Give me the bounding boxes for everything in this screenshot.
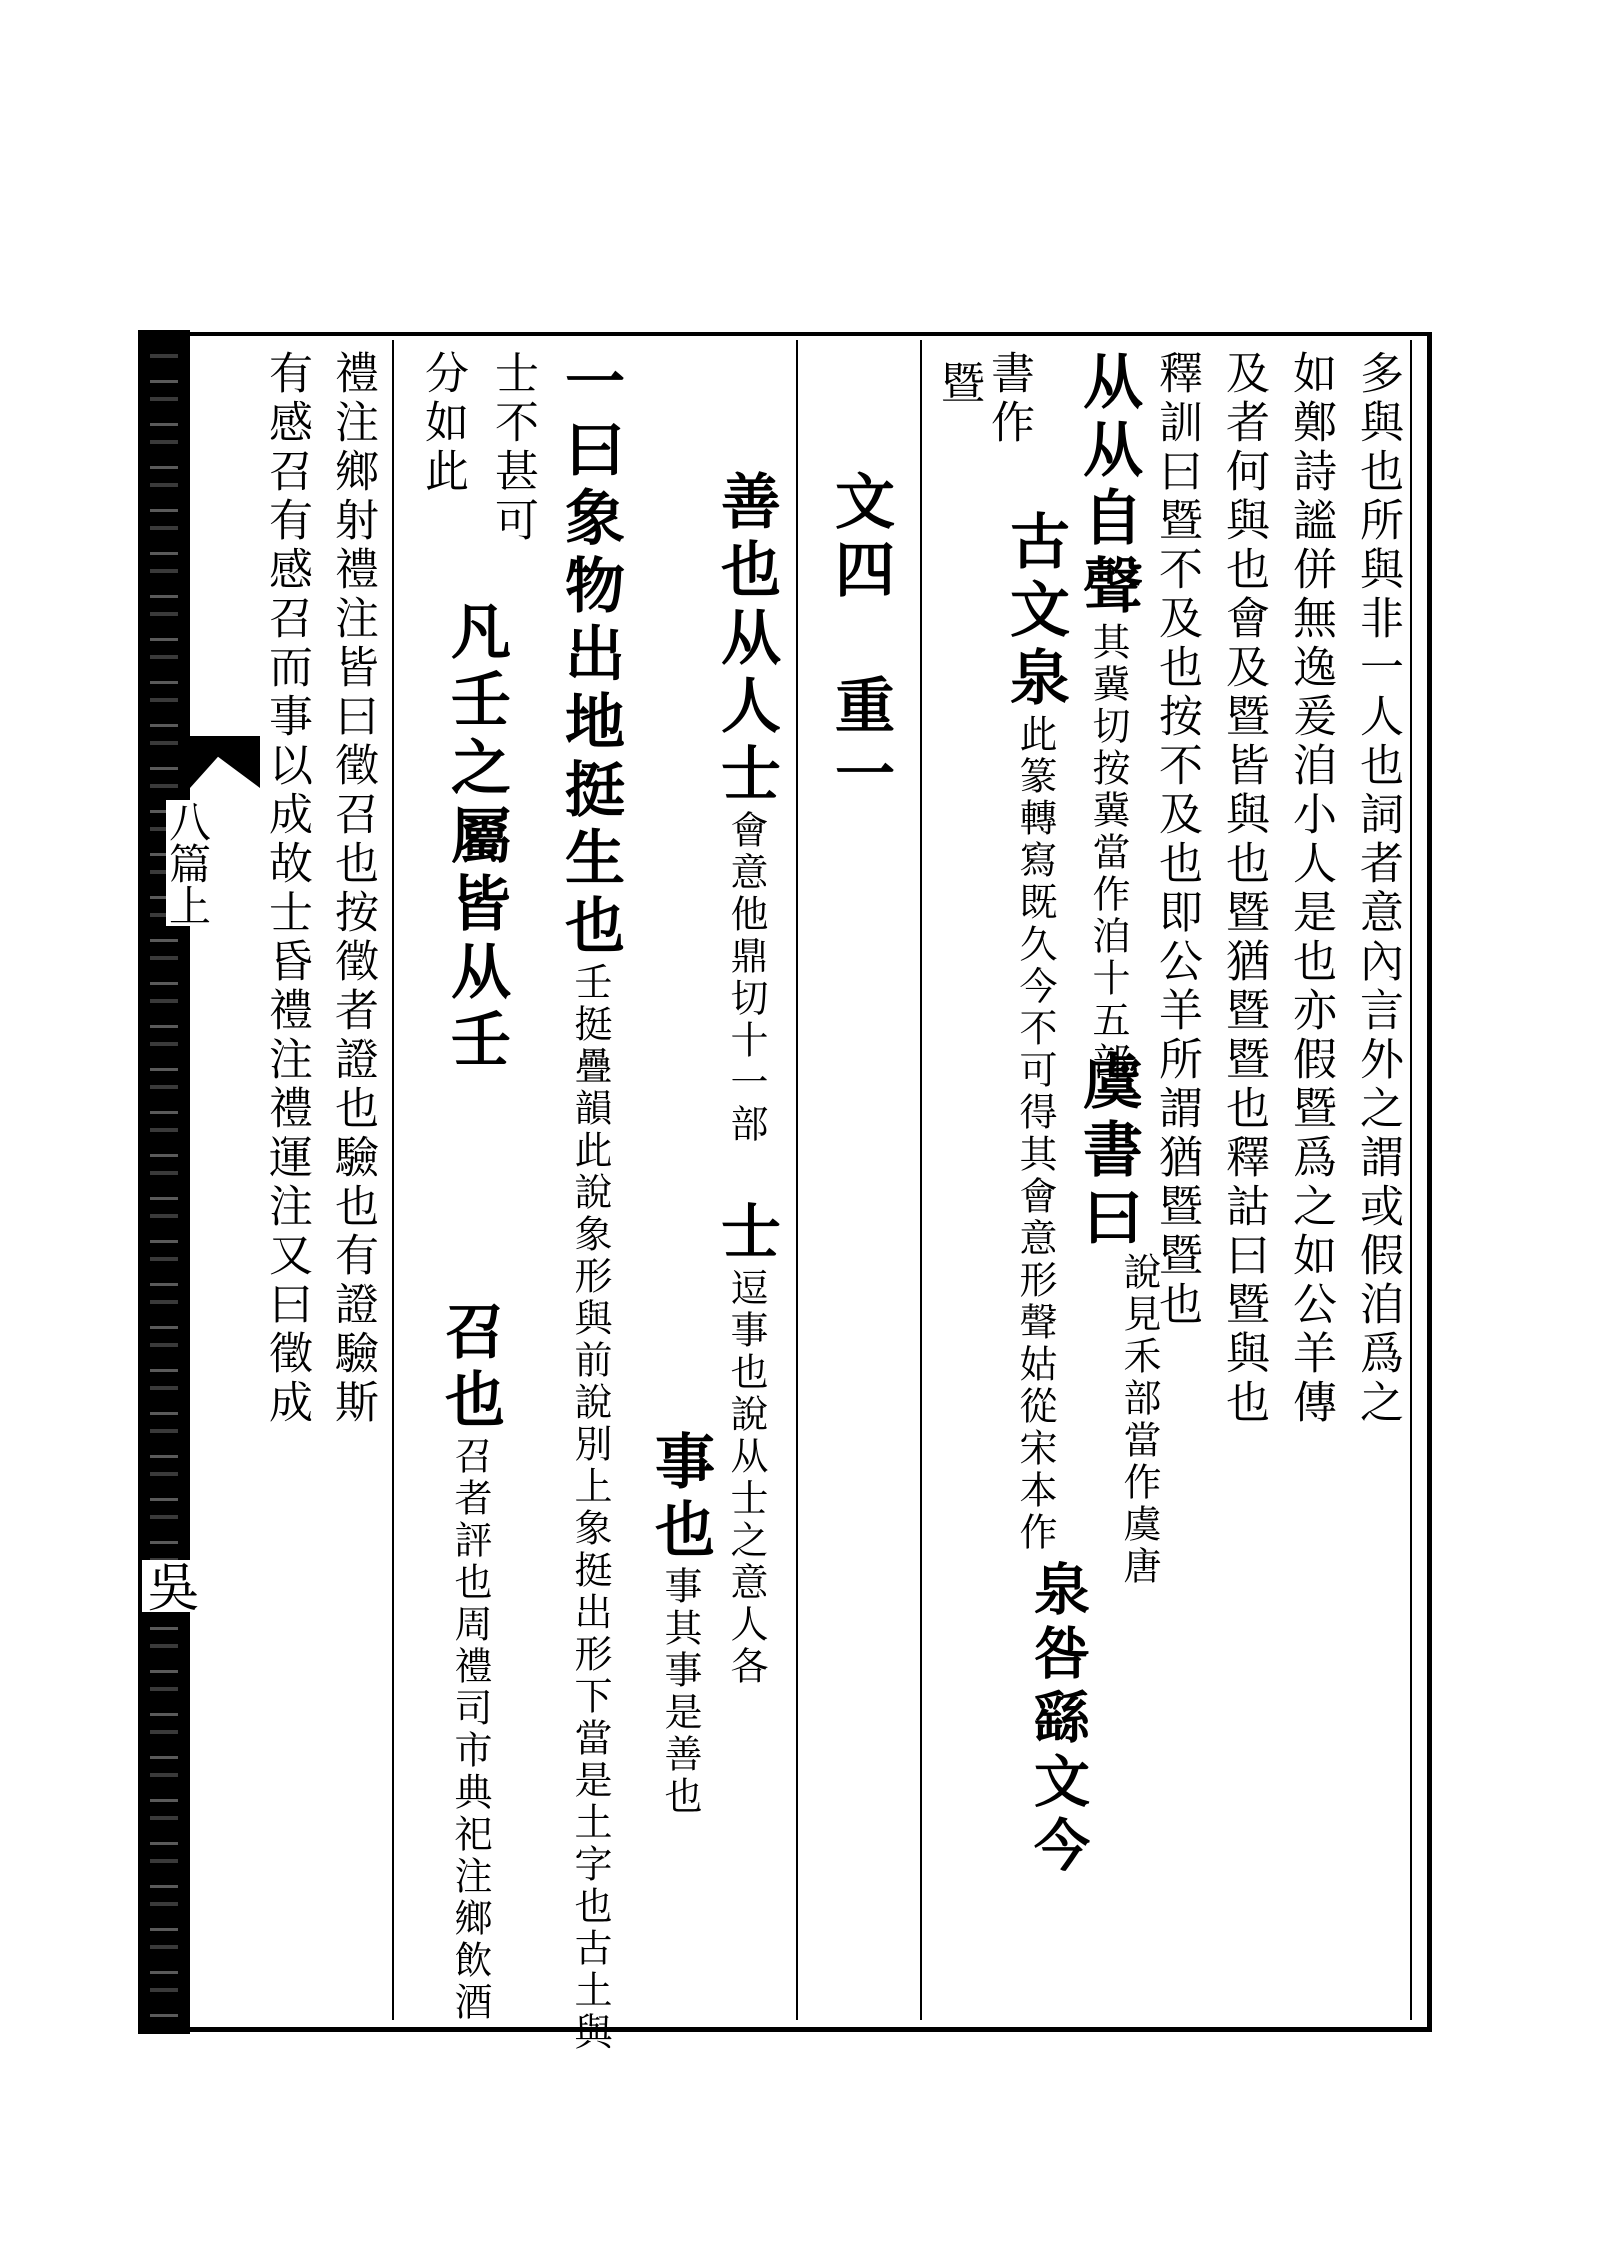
text-column-14 <box>555 350 625 2054</box>
text-column-6 <box>1073 1050 1143 1254</box>
text-column-20: 有感召有感召而事以成故士昏禮注禮運注又曰徵成 <box>261 350 312 1428</box>
text-column-16: 分如此 <box>417 350 468 497</box>
text-column-17: 凡壬之屬皆从壬 <box>441 600 511 1076</box>
column-rule <box>920 340 922 2020</box>
headword-text: 善也从人士 <box>711 470 781 810</box>
text-column-7: 書作 <box>983 350 1034 448</box>
text-column-3: 及者何與也會及暨皆與也暨猶暨暨也釋詁曰暨與也 <box>1218 350 1269 1428</box>
gloss-text: 逗事也說从士之意人各 <box>724 1268 768 1688</box>
text-column-4: 釋訓曰暨不及也按不及也即公羊所謂猶暨暨也 <box>1151 350 1202 1330</box>
text-column-1: 多與也所與非一人也詞者意內言外之謂或假洎爲之 <box>1352 350 1403 1428</box>
headword-text: 从从自聲 <box>1073 350 1143 622</box>
spine-texture <box>150 340 178 2020</box>
text-column-13 <box>645 1430 715 1818</box>
column-rule <box>392 340 394 2020</box>
gloss-text: 壬挺疊韻此說象形與前說別上象挺出形下當是土字也古土與 <box>568 962 612 2054</box>
text-column-2: 如鄭詩謐併無逸爰洎小人是也亦假暨爲之如公羊傳 <box>1285 350 1336 1428</box>
text-column-15: 士不甚可 <box>487 350 538 546</box>
headword-text: 事也 <box>645 1430 715 1566</box>
spine-volume-label: 八篇上 <box>163 800 212 926</box>
text-column-11 <box>711 470 781 1146</box>
text-column-12 <box>711 1200 781 1688</box>
page-number: 吳 <box>138 1560 198 1612</box>
text-column-8 <box>1000 510 1070 1554</box>
gloss-text: 會意他鼎切十一部 <box>724 810 768 1146</box>
ancient-form-text: 古文泉 <box>1000 510 1070 714</box>
text-column-9: 暨 <box>933 360 984 409</box>
text-column-5 <box>1073 350 1143 1084</box>
column-rule <box>1410 340 1412 2020</box>
text-column-18 <box>435 1300 505 2024</box>
citation-text: 虞書曰 <box>1073 1050 1143 1254</box>
text-column-10: 文四 重一 <box>825 470 895 810</box>
text-column-7-extra: 泉咎繇文今 <box>1025 1560 1091 1880</box>
gloss-text: 此篆轉寫既久今不可得其會意形聲姑從宋本作 <box>1013 714 1057 1554</box>
text-column-6-gloss: 說見禾部當作虞唐 <box>1117 1252 1161 1588</box>
column-rule <box>796 340 798 2020</box>
gloss-text: 召者評也周禮司市典祀注鄉飲酒 <box>448 1436 492 2024</box>
gloss-text: 其冀切按冀當作洎十五部 <box>1086 622 1130 1084</box>
text-column-19: 禮注鄉射禮注皆曰徵召也按徵者證也驗也有證驗斯 <box>327 350 378 1428</box>
gloss-text: 事其事是善也 <box>658 1566 702 1818</box>
definition-text: 一曰象物出地挺生也 <box>555 350 625 962</box>
headword-text: 士 <box>711 1200 781 1268</box>
headword-text: 召也 <box>435 1300 505 1436</box>
